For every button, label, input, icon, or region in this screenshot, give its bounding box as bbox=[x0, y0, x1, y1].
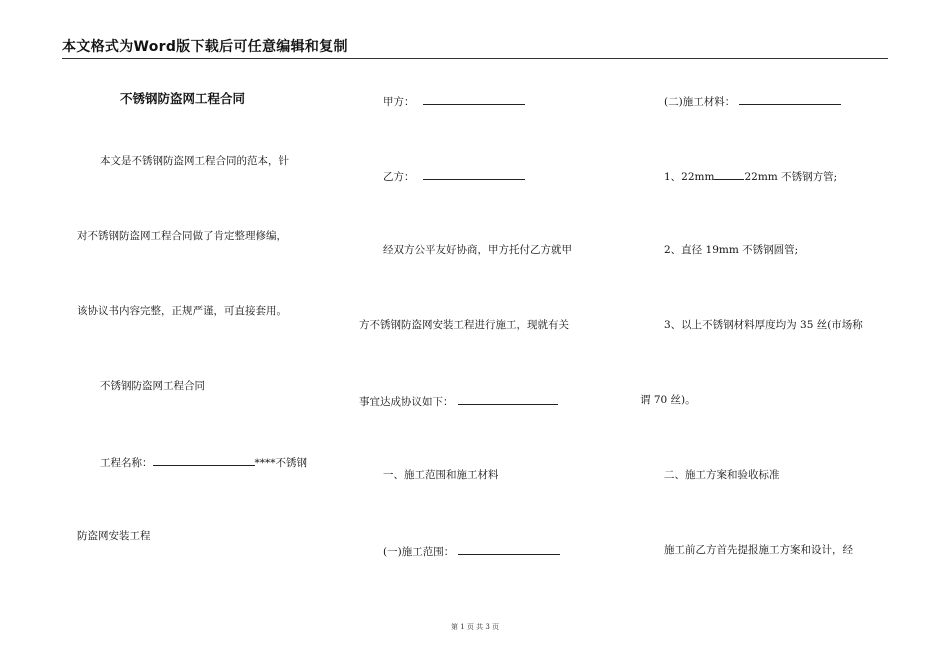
party-b-blank bbox=[423, 168, 525, 180]
material-item-1 bbox=[664, 168, 837, 184]
agreement-blank bbox=[458, 393, 558, 405]
agreement-para-2: 方不锈钢防盗网安装工程进行施工，现就有关 bbox=[359, 319, 569, 331]
header-title: 本文格式为Word版下载后可任意编辑和复制 bbox=[62, 39, 348, 55]
document-header bbox=[62, 36, 888, 59]
material-item-3-continued: 谓 70 丝)。 bbox=[640, 394, 696, 406]
scope-label: (一)施工范围： bbox=[383, 546, 455, 558]
section-heading-2: 二、施工方案和验收标准 bbox=[664, 469, 780, 481]
party-a-blank bbox=[423, 93, 525, 105]
scope-blank bbox=[458, 543, 560, 555]
intro-line-3: 该协议书内容完整，正规严谨，可直接套用。 bbox=[77, 305, 287, 317]
project-name-label: 工程名称： bbox=[100, 457, 153, 469]
party-a-label: 甲方： bbox=[383, 96, 415, 108]
contract-subtitle: 不锈钢防盗网工程合同 bbox=[100, 380, 205, 392]
contract-title: 不锈钢防盗网工程合同 bbox=[120, 91, 246, 106]
agreement-para-3 bbox=[359, 393, 558, 409]
section-heading-1: 一、施工范围和施工材料 bbox=[383, 469, 499, 481]
intro-line-1: 本文是不锈钢防盗网工程合同的范本，针 bbox=[100, 155, 289, 167]
project-name-line bbox=[100, 454, 307, 470]
intro-line-2: 对不锈钢防盗网工程合同做了肯定整理修编， bbox=[77, 230, 287, 242]
material-item-1-b: 22mm 不锈钢方管; bbox=[744, 171, 838, 183]
material-item-3: 3、以上不锈钢材料厚度均为 35 丝(市场称 bbox=[664, 319, 863, 331]
party-b-label: 乙方： bbox=[383, 171, 415, 183]
agreement-para-3-text: 事宜达成协议如下： bbox=[359, 396, 454, 408]
project-name-suffix: ****不锈钢 bbox=[254, 457, 307, 469]
project-name-blank bbox=[153, 454, 255, 466]
party-b-line bbox=[383, 168, 525, 184]
agreement-para-1: 经双方公平友好协商，甲方托付乙方就甲 bbox=[383, 244, 572, 256]
party-a-line bbox=[383, 93, 525, 109]
materials-line bbox=[664, 93, 841, 109]
material-item-1-a: 1、22mm bbox=[664, 171, 715, 183]
material-item-1-blank bbox=[714, 168, 744, 180]
plan-paragraph: 施工前乙方首先提报施工方案和设计，经 bbox=[664, 544, 853, 556]
project-name-continued: 防盗网安装工程 bbox=[77, 530, 151, 542]
materials-label: (二)施工材料： bbox=[664, 96, 736, 108]
page-number: 第 1 页 共 3 页 bbox=[450, 623, 500, 631]
scope-line bbox=[383, 543, 560, 559]
material-item-2: 2、直径 19mm 不锈钢圆管; bbox=[664, 244, 799, 256]
materials-blank bbox=[739, 93, 841, 105]
